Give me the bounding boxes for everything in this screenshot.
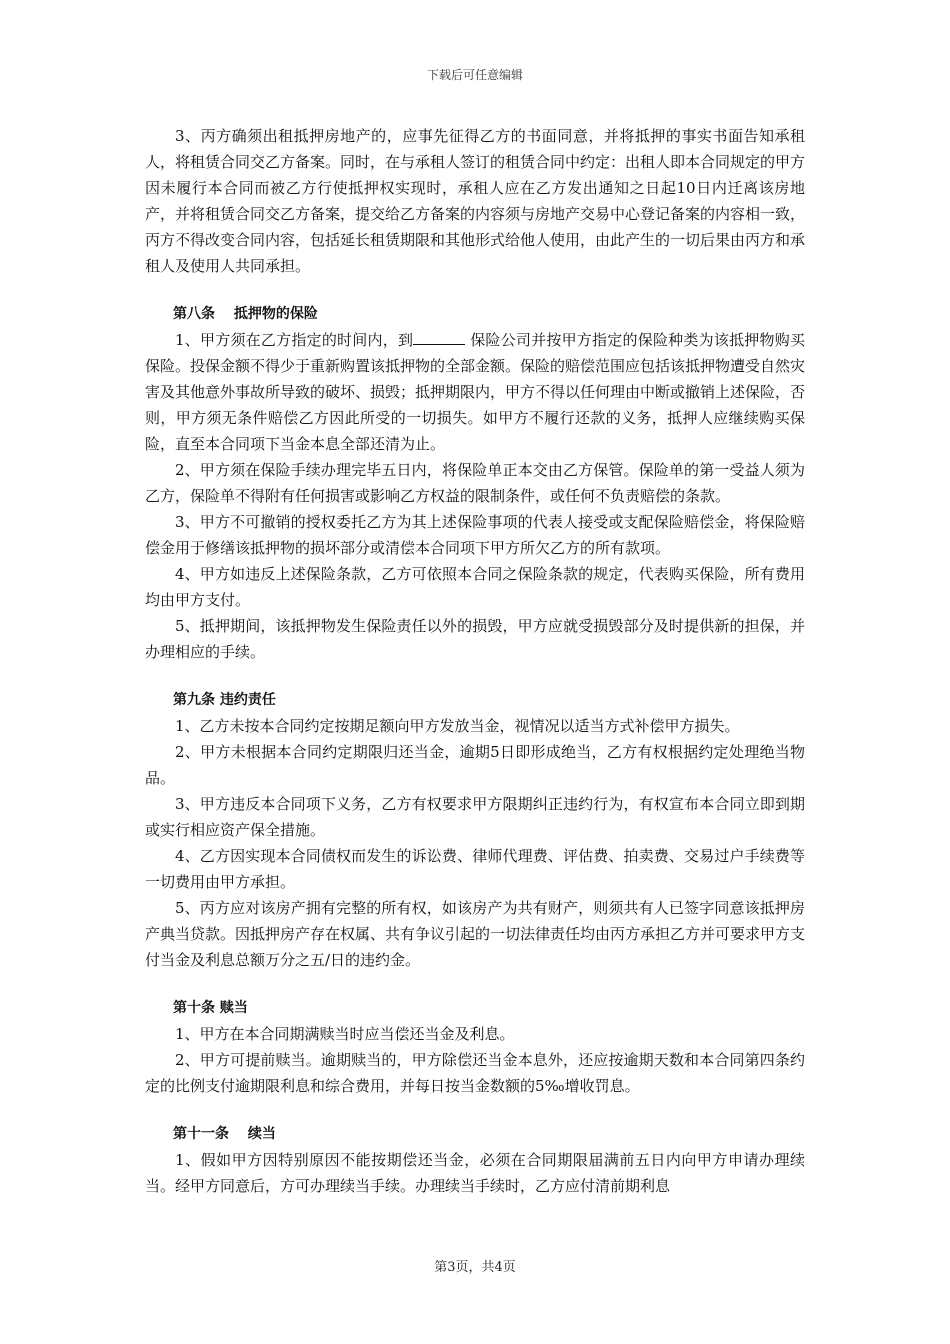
section-11-title: 第十一条 续当	[173, 1126, 276, 1142]
document-body	[145, 123, 805, 1221]
section-11-p1: 1、假如甲方因特别原因不能按期偿还当金，必须在合同期限届满前五日内向甲方申请办理续当。经甲方同意后，方可办理续当手续。办理续当手续时，乙方应付清前期利息	[145, 1151, 805, 1195]
section-8-p1-before: 1、甲方须在乙方指定的时间内，到	[175, 331, 414, 349]
lead-paragraph: 3、丙方确须出租抵押房地产的，应事先征得乙方的书面同意，并将抵押的事实书面告知承租人，将租赁合同交乙方备案。同时，在与承租人签订的租赁合同中约定：出租人即本合同规定的甲方因未履行本合同而被乙方行使抵押权实现时，承租人应在乙方发出通知之日起10日内迁离该房地产，并将租赁合同交乙方备案，提交给乙方备案的内容须与房地产交易中心登记备案的内容相一致，丙方不得改变合同内容，包括延长租赁期限和其他形式给他人使用，由此产生的一切后果由丙方和承租人及使用人共同承担。	[145, 127, 806, 275]
section-8-p2: 2、甲方须在保险手续办理完毕五日内，将保险单正本交由乙方保管。保险单的第一受益人须为乙方，保险单不得附有任何损害或影响乙方权益的限制条件，或任何不负责赔偿的条款。	[145, 461, 805, 505]
section-9-p1: 1、乙方未按本合同约定按期足额向甲方发放当金，视情况以适当方式补偿甲方损失。	[175, 717, 740, 735]
lead-section	[145, 123, 805, 279]
section-9	[145, 687, 805, 973]
section-9-p4: 4、乙方因实现本合同债权而发生的诉讼费、律师代理费、评估费、拍卖费、交易过户手续费等一切费用由甲方承担。	[145, 847, 805, 891]
section-8-p3: 3、甲方不可撤销的授权委托乙方为其上述保险事项的代表人接受或支配保险赔偿金，将保险赔偿金用于修缮该抵押物的损坏部分或清偿本合同项下甲方所欠乙方的所有款项。	[145, 513, 805, 557]
section-8-p5: 5、抵押期间，该抵押物发生保险责任以外的损毁，甲方应就受损毁部分及时提供新的担保，并办理相应的手续。	[145, 617, 805, 661]
section-9-p3: 3、甲方违反本合同项下义务，乙方有权要求甲方限期纠正违约行为，有权宣布本合同立即到期或实行相应资产保全措施。	[145, 795, 805, 839]
insurance-company-blank	[413, 330, 465, 345]
section-8-p1	[145, 327, 805, 457]
section-9-p5: 5、丙方应对该房产拥有完整的所有权，如该房产为共有财产，则须共有人已签字同意该抵押房产典当贷款。因抵押房产存在权属、共有争议引起的一切法律责任均由丙方承担乙方并可要求甲方支付当金及利息总额万分之五/日的违约金。	[145, 899, 806, 969]
section-11	[145, 1121, 805, 1199]
page-footer: 第3页，共4页	[434, 1260, 516, 1275]
section-8-p1-after: 保险公司并按甲方指定的保险种类为该抵押物购买保险。投保金额不得少于重新购置该抵押物的全部金额。保险的赔偿范围应包括该抵押物遭受自然灾害及其他意外事故所导致的破坏、损毁；抵押期限内，甲方不得以任何理由中断或撤销上述保险，否则，甲方须无条件赔偿乙方因此所受的一切损失。如甲方不履行还款的义务，抵押人应继续购买保险，直至本合同项下当金本息全部还清为止。	[145, 331, 806, 453]
section-9-title: 第九条 违约责任	[173, 692, 276, 708]
section-8-p4: 4、甲方如违反上述保险条款，乙方可依照本合同之保险条款的规定，代表购买保险，所有费用均由甲方支付。	[145, 565, 805, 609]
section-8-title: 第八条 抵押物的保险	[173, 306, 318, 322]
section-9-p2: 2、甲方未根据本合同约定期限归还当金，逾期5日即形成绝当，乙方有权根据约定处理绝当物品。	[145, 743, 805, 787]
page-header: 下载后可任意编辑	[426, 68, 523, 82]
section-10	[145, 995, 805, 1099]
section-8	[145, 301, 805, 665]
section-10-p1: 1、甲方在本合同期满赎当时应当偿还当金及利息。	[175, 1025, 515, 1043]
section-10-title: 第十条 赎当	[173, 1000, 248, 1016]
section-10-p2: 2、甲方可提前赎当。逾期赎当的，甲方除偿还当金本息外，还应按逾期天数和本合同第四条约定的比例支付逾期限利息和综合费用，并每日按当金数额的5‰增收罚息。	[145, 1051, 805, 1095]
